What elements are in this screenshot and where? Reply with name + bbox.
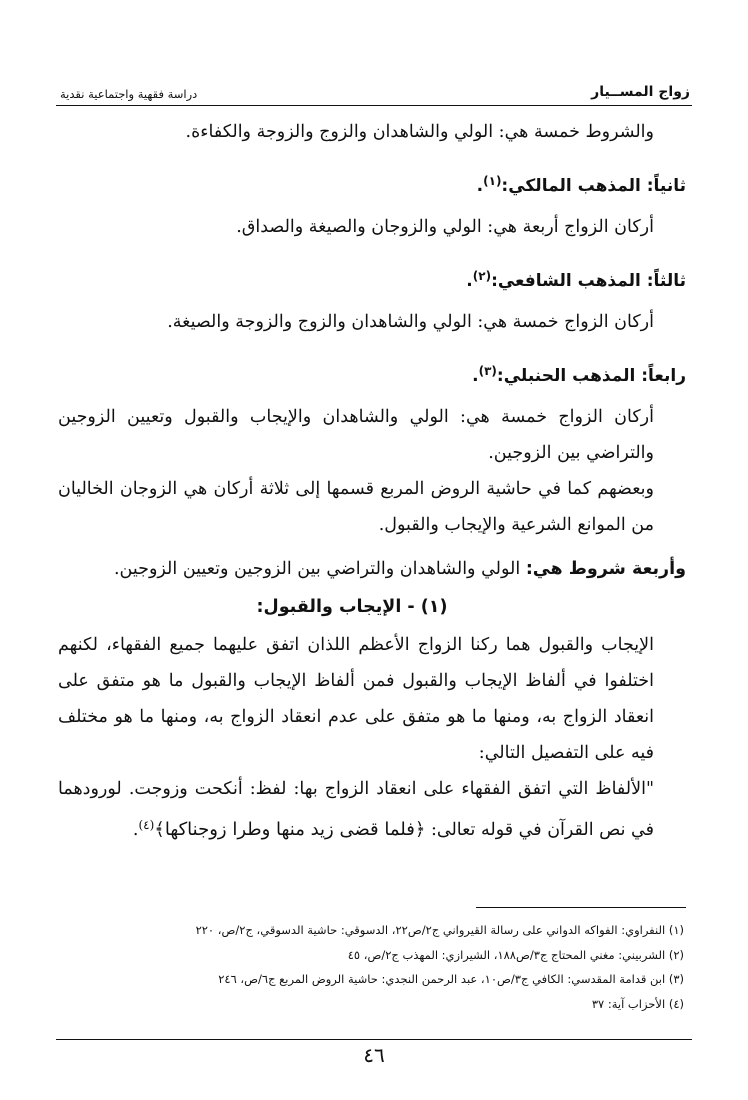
ijab-paragraph: الإيجاب والقبول هما ركنا الزواج الأعظم اللذان اتفق عليهما جميع الفقهاء، لكنهم اختلفوا في ألفاظ الإيجاب والقبول فمن ألفاظ الإيجاب والقبول ما هو متفق على انعقاد الزواج به، ومنها ما هو متفق على عدم انعقاد الزواج به، ومنها ما هو مختلف فيه على التفصيل التالي: (58, 635, 654, 763)
shafii-text: أركان الزواج خمسة هي: الولي والشاهدان والزوج والزوجة والصيغة. (167, 312, 654, 332)
quran-verse: ﴿فلما قضى زيد منها وطرا زوجناكها﴾ (154, 819, 426, 840)
running-header-title: زواج المســيار (591, 84, 690, 100)
header-divider (56, 105, 692, 106)
hanafi-conditions: والشروط خمسة هي: الولي والشاهدان والزوج والزوجة والكفاءة. (185, 122, 654, 142)
footnote-ref-4: (٤) (138, 818, 155, 832)
page-number: ٤٦ (363, 1043, 385, 1067)
conditions-lead: وأربعة شروط هي: (525, 559, 686, 579)
footnote-divider (476, 907, 686, 908)
footnote-ref-2: (٢) (472, 269, 492, 283)
running-header-subtitle: دراسة فقهية واجتماعية نقدية (60, 87, 198, 101)
main-text (58, 114, 686, 848)
footnote-1: (١) النفراوي: الفواكه الدواني على رسالة القيرواني ج٢/ص٢٢، الدسوقي: حاشية الدسوقي، ج٢/ص، ٢٢٠ (195, 923, 684, 937)
ijab-heading: (١) - الإيجاب والقبول: (256, 597, 448, 617)
shafii-heading: ثالثاً: المذهب الشافعي:$^{(٢)}$. (466, 269, 686, 291)
footnotes (60, 918, 684, 1016)
hanbali-heading: رابعاً: المذهب الحنبلي:$^{(٣)}$. (472, 364, 686, 386)
maliki-text: أركان الزواج أربعة هي: الولي والزوجان والصيغة والصداق. (236, 217, 654, 237)
footnote-4: (٤) الأحزاب آية: ٣٧ (591, 996, 684, 1011)
hanbali-text: أركان الزواج خمسة هي: الولي والشاهدان والإيجاب والقبول وتعيين الزوجين والتراضي بين الزوجين. (58, 407, 654, 463)
footnote-ref-1: (١) (483, 174, 502, 188)
ijab-quote: "الألفاظ التي اتفق الفقهاء على انعقاد الزواج بها: لفظ: أنكحت وزوجت. لورودهما في نص القرآن في قوله تعالى: ﴿فلما قضى زيد منها وطرا زوجناكها﴾$^{(٤)}$. (58, 779, 654, 840)
footnote-ref-3: (٣) (478, 364, 497, 378)
hanbali-text-2: وبعضهم كما في حاشية الروض المربع قسمها إلى ثلاثة أركان هي الزوجان الخاليان من الموانع الشرعية والإيجاب والقبول. (58, 479, 654, 535)
maliki-heading: ثانياً: المذهب المالكي:$^{(١)}$. (476, 174, 686, 196)
footer-divider (56, 1039, 692, 1040)
hanbali-conditions: وأربعة شروط هي: الولي والشاهدان والتراضي بين الزوجين وتعيين الزوجين. (113, 559, 686, 579)
footnote-3: (٣) ابن قدامة المقدسي: الكافي ج٣/ص١٠، عبد الرحمن النجدي: حاشية الروض المربع ج٦/ص، ٢٤٦ (218, 972, 684, 986)
footnote-2: (٢) الشربيني: مغني المحتاج ج٣/ص١٨٨، الشيرازي: المهذب ج٢/ص، ٤٥ (347, 947, 684, 962)
